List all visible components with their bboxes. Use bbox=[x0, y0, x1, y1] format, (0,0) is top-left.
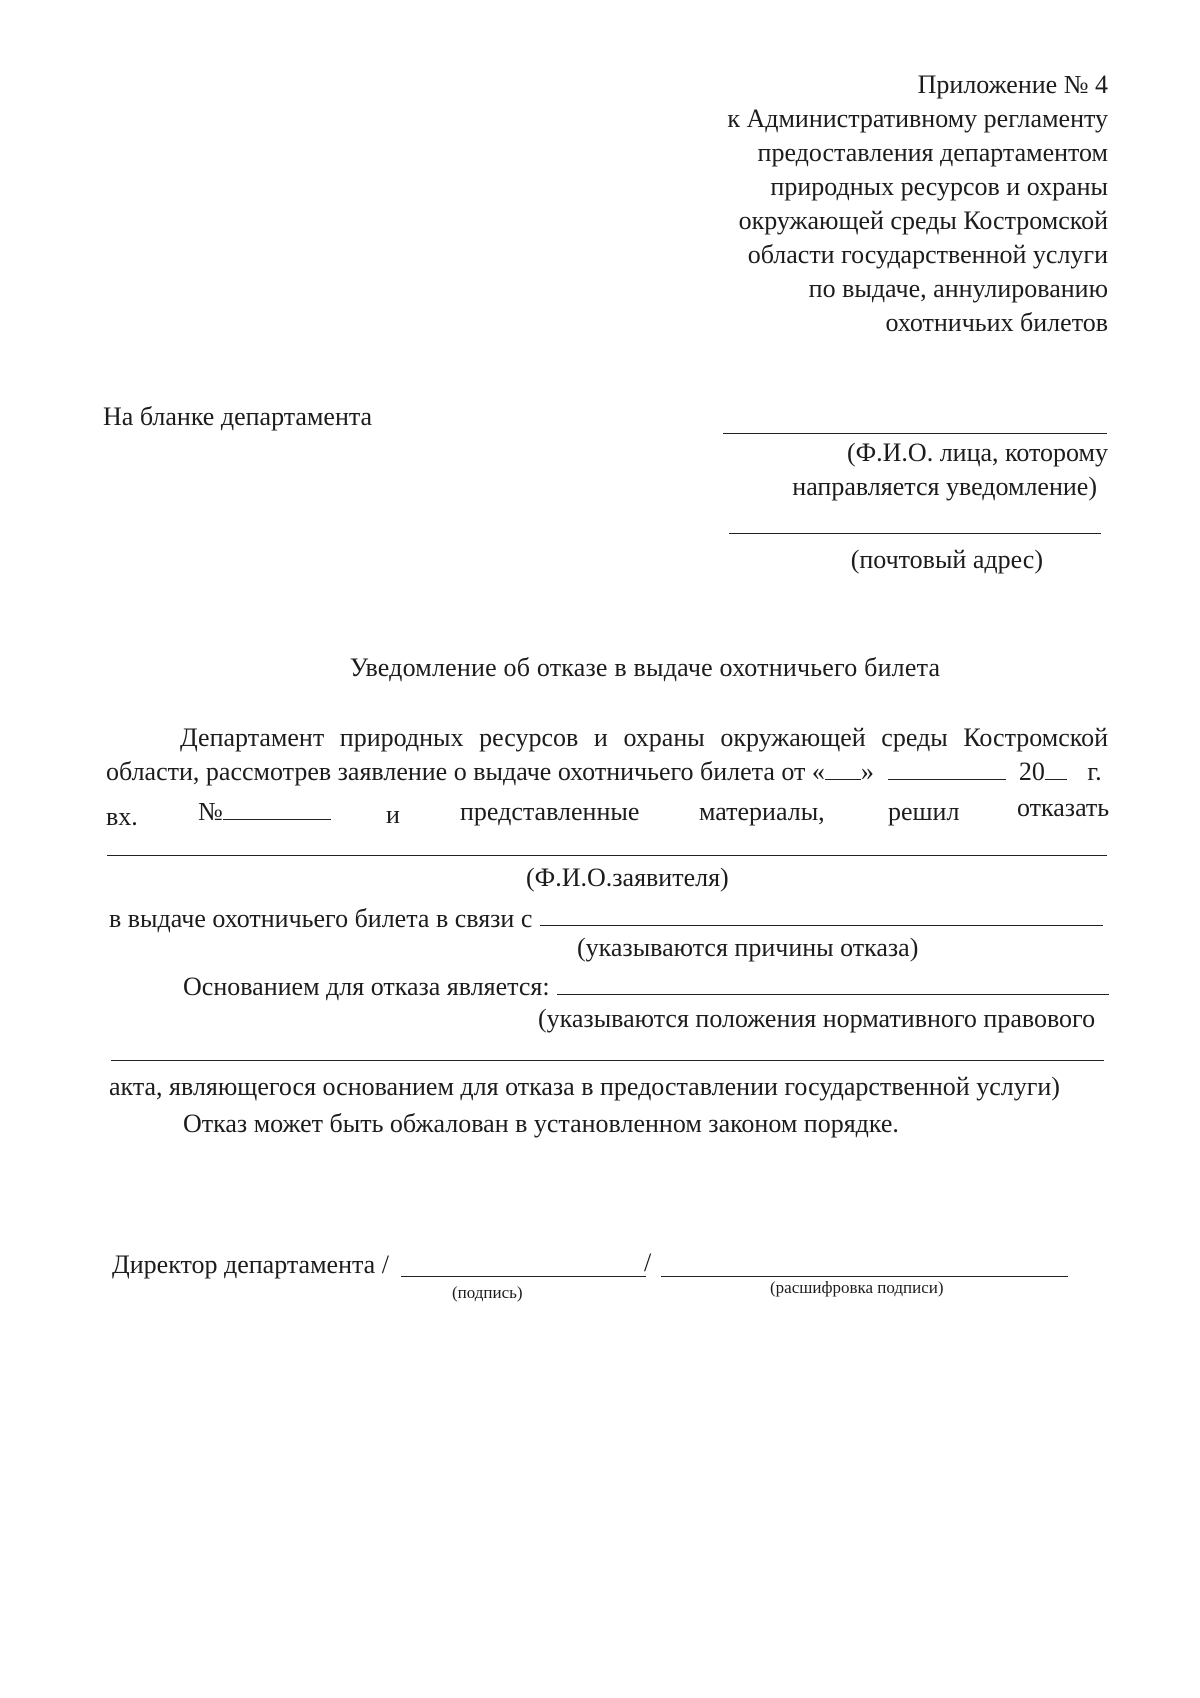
signature-slash: / bbox=[644, 1248, 652, 1277]
incoming-label: вх. bbox=[106, 802, 138, 831]
appendix-line-2: к Административному регламенту bbox=[727, 104, 1108, 133]
date-year-blank bbox=[1045, 757, 1067, 780]
appeal-text: Отказ может быть обжалован в установленном законом порядке. bbox=[183, 1109, 899, 1138]
recipient-name-caption-1: (Ф.И.О. лица, которому bbox=[846, 438, 1108, 467]
recipient-address-line bbox=[729, 533, 1101, 534]
document-title: Уведомление об отказе в выдаче охотничьего билета bbox=[349, 653, 941, 682]
word-decided: решил bbox=[888, 797, 960, 826]
incoming-number-blank bbox=[223, 797, 331, 820]
appendix-line-3: предоставления департаментом bbox=[757, 138, 1108, 167]
appendix-line-4: природных ресурсов и охраны bbox=[770, 172, 1108, 201]
paragraph-line-2 bbox=[106, 755, 1102, 789]
reason-prefix: в выдаче охотничьего билета в связи с bbox=[109, 904, 533, 933]
recipient-name-caption-2: направляется уведомление) bbox=[792, 472, 1097, 501]
word-presented: представленные bbox=[460, 797, 640, 826]
paragraph-line-2-text: области, рассмотрев заявление о выдаче охотничьего билета от « bbox=[106, 757, 825, 786]
date-year-prefix: 20 bbox=[1018, 757, 1045, 786]
recipient-address-caption: (почтовый адрес) bbox=[850, 545, 1043, 574]
basis-prefix: Основанием для отказа является: bbox=[183, 972, 550, 1001]
appendix-line-1: Приложение № 4 bbox=[917, 70, 1108, 99]
date-day-blank bbox=[825, 757, 861, 780]
signature-line bbox=[401, 1276, 646, 1277]
date-month-blank bbox=[888, 757, 1006, 780]
date-quote-close: » bbox=[860, 757, 874, 786]
letterhead-note: На бланке департамента bbox=[103, 402, 373, 431]
basis-second-line bbox=[111, 1060, 1104, 1061]
signature-decode-caption: (расшифровка подписи) bbox=[770, 1278, 944, 1297]
paragraph-line-1: Департамент природных ресурсов и охраны окружающей среды Костромской bbox=[180, 723, 1108, 752]
word-materials: материалы, bbox=[699, 797, 825, 826]
number-sign: № bbox=[198, 797, 223, 826]
conjunction-and: и bbox=[386, 800, 400, 829]
word-refuse: отказать bbox=[1017, 793, 1110, 822]
recipient-name-line bbox=[723, 433, 1107, 434]
appendix-line-5: окружающей среды Костромской bbox=[738, 206, 1108, 235]
signature-label: Директор департамента / bbox=[112, 1250, 389, 1279]
date-year-suffix: г. bbox=[1087, 757, 1102, 786]
appendix-line-8: охотничьих билетов bbox=[885, 308, 1108, 337]
incoming-number bbox=[198, 795, 331, 829]
basis-caption-2: акта, являющегося основанием для отказа в предоставлении государственной услуги) bbox=[109, 1072, 1060, 1101]
basis-caption-1: (указываются положения нормативного правового bbox=[538, 1004, 1096, 1033]
reason-line bbox=[540, 925, 1103, 926]
appendix-line-6: области государственной услуги bbox=[747, 240, 1108, 269]
basis-line bbox=[557, 994, 1109, 995]
reason-caption: (указываются причины отказа) bbox=[577, 933, 919, 962]
signature-caption: (подпись) bbox=[452, 1283, 523, 1302]
applicant-caption: (Ф.И.О.заявителя) bbox=[526, 863, 729, 892]
appendix-line-7: по выдаче, аннулированию bbox=[808, 274, 1108, 303]
applicant-name-line bbox=[107, 855, 1107, 856]
